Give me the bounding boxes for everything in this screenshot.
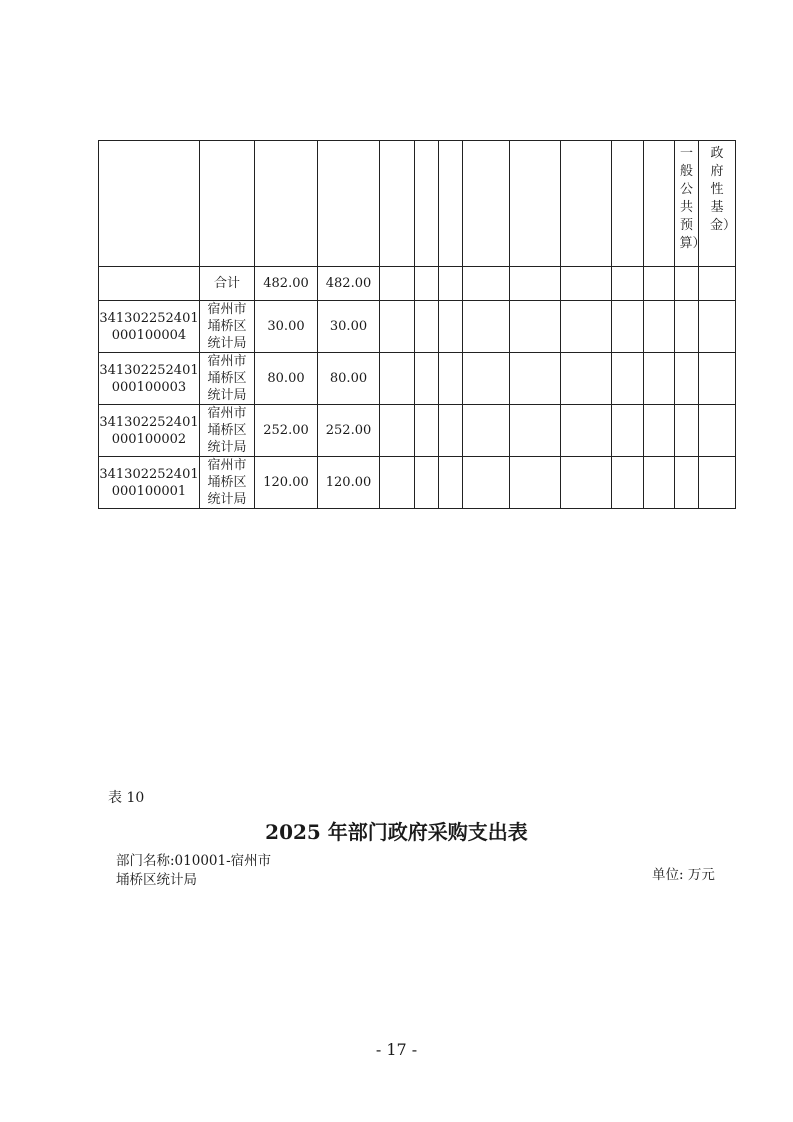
table-row xyxy=(99,405,736,457)
page-number: - 17 - xyxy=(375,1040,418,1059)
unit-name: 宿州市埇桥区统计局 xyxy=(200,405,255,457)
amount2: 120.00 xyxy=(318,457,380,509)
amount1: 252.00 xyxy=(255,405,318,457)
amount1: 30.00 xyxy=(255,301,318,353)
amount1: 80.00 xyxy=(255,353,318,405)
table-row xyxy=(99,301,736,353)
project-code: 341302252401 000100003 xyxy=(99,353,200,405)
total-amount2: 482.00 xyxy=(318,267,380,301)
table-row xyxy=(99,353,736,405)
table-number-label: 表 10 xyxy=(108,790,145,806)
project-code: 341302252401 000100002 xyxy=(99,405,200,457)
continued-table xyxy=(98,140,736,509)
unit-name: 宿州市埇桥区统计局 xyxy=(200,353,255,405)
department-name: 部门名称:010001-宿州市埇桥区统计局 xyxy=(116,853,272,888)
page-title: 2025 年部门政府采购支出表 xyxy=(265,820,528,844)
header-row xyxy=(99,141,736,267)
amount2: 80.00 xyxy=(318,353,380,405)
amount1: 120.00 xyxy=(255,457,318,509)
amount2: 30.00 xyxy=(318,301,380,353)
project-code: 341302252401 000100004 xyxy=(99,301,200,353)
header-gov-fund: 政府性基金） xyxy=(699,141,736,267)
total-amount1: 482.00 xyxy=(255,267,318,301)
table-row xyxy=(99,457,736,509)
amount2: 252.00 xyxy=(318,405,380,457)
unit-name: 宿州市埇桥区统计局 xyxy=(200,457,255,509)
header-general-budget: 一般公共预算） xyxy=(675,141,699,267)
project-code: 341302252401 000100001 xyxy=(99,457,200,509)
unit-name: 宿州市埇桥区统计局 xyxy=(200,301,255,353)
total-label: 合计 xyxy=(200,267,255,301)
total-row xyxy=(99,267,736,301)
unit-label: 单位: 万元 xyxy=(652,867,715,883)
